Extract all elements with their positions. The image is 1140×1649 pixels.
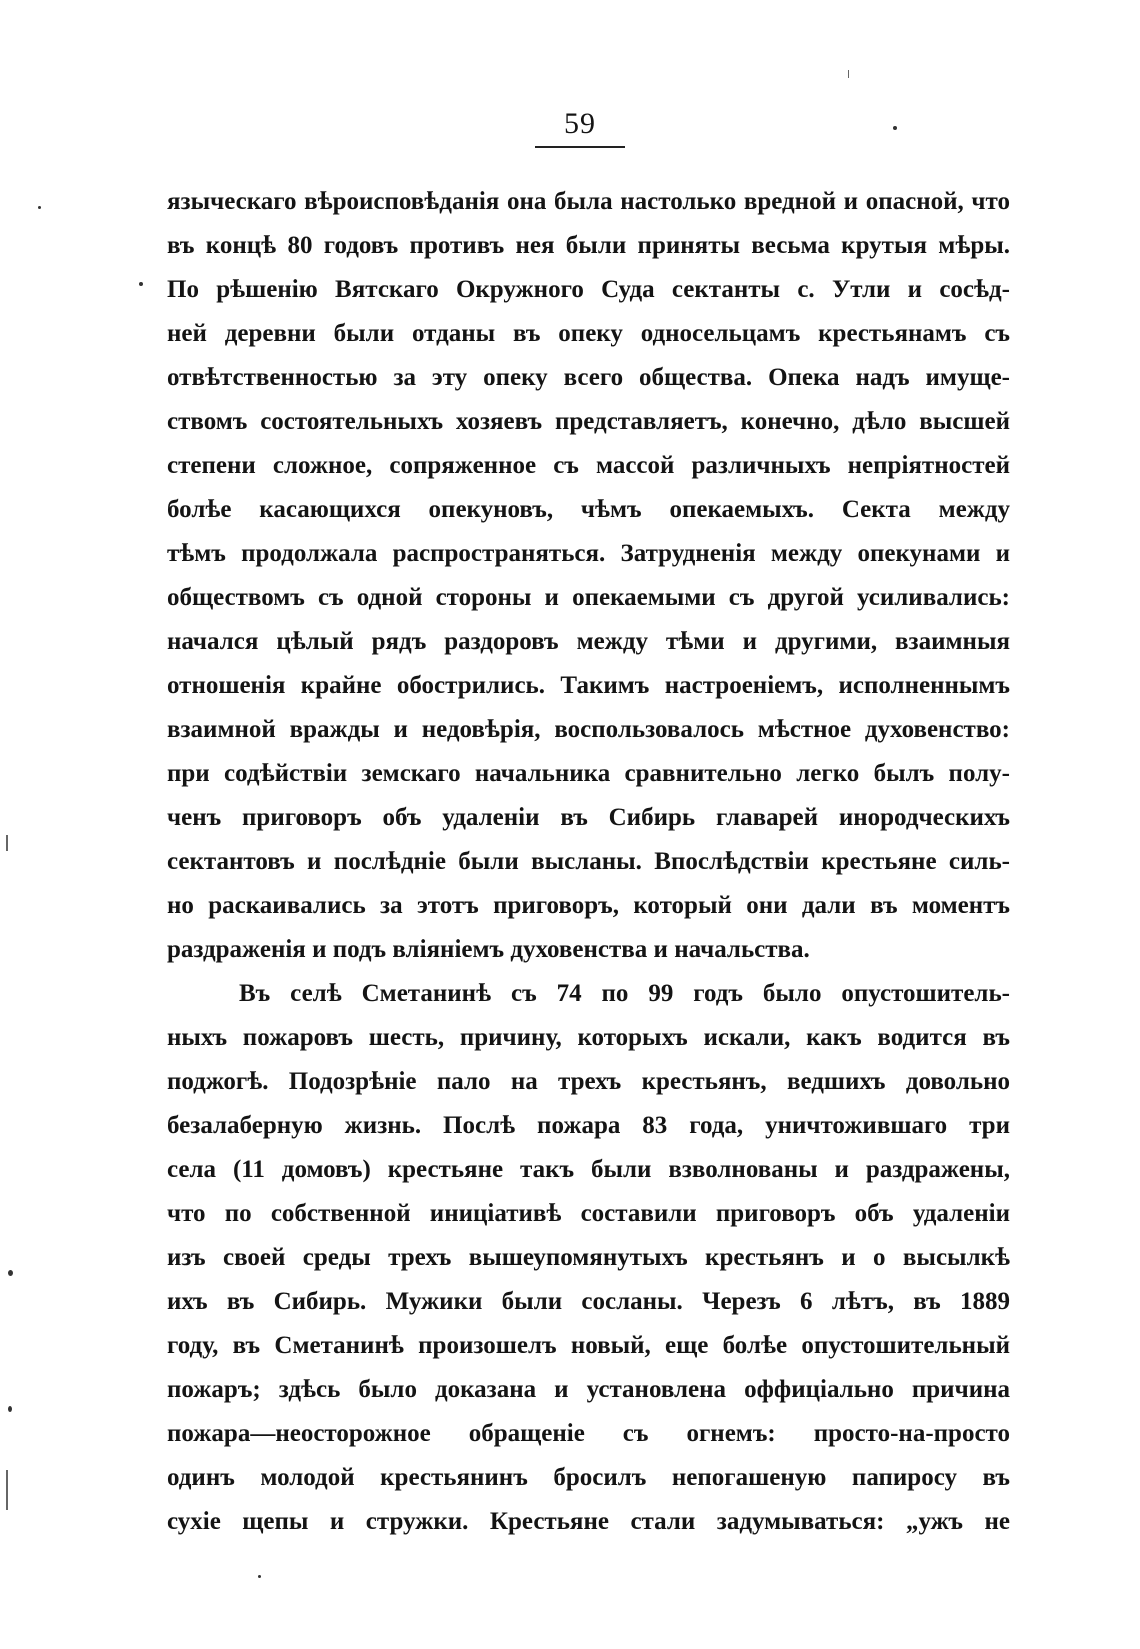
text-line: болѣе касающихся опекуновъ, чѣмъ опекаемыхъ. Секта между [167, 496, 1010, 523]
text-line: ихъ въ Сибирь. Мужики были сосланы. Черезъ 6 лѣтъ, въ 1889 [167, 1288, 1010, 1315]
paragraph-2 [167, 972, 1010, 1544]
text-line: пожара—неосторожное обращеніе съ огнемъ: просто-на-просто [167, 1420, 1010, 1447]
text-line: степени сложное, сопряженное съ массой различныхъ непріятностей [167, 452, 1010, 479]
text-line: но раскаивались за этотъ приговоръ, который они дали въ моментъ [167, 892, 1010, 919]
page-number: 59 [564, 107, 596, 140]
scan-speck [8, 1406, 12, 1412]
text-line: поджогѣ. Подозрѣніе пало на трехъ крестьянъ, ведшихъ довольно [167, 1068, 1010, 1095]
text-line: въ концѣ 80 годовъ противъ нея были приняты весьма крутыя мѣры. [167, 232, 1010, 259]
paragraph-1 [167, 180, 1010, 972]
page-number-rule [535, 146, 625, 148]
text-line: что по собственной иниціативѣ составили приговоръ объ удаленіи [167, 1200, 1010, 1227]
text-line: села (11 домовъ) крестьяне такъ были взволнованы и раздражены, [167, 1156, 1010, 1183]
text-line: ныхъ пожаровъ шесть, причину, которыхъ искали, какъ водится въ [167, 1024, 1010, 1051]
scan-speck [139, 282, 143, 286]
text-line: По рѣшенію Вятскаго Окружного Суда сектанты с. Утли и сосѣд- [167, 276, 1010, 303]
text-line: начался цѣлый рядъ раздоровъ между тѣми и другими, взаимныя [167, 628, 1010, 655]
scan-speck [38, 206, 41, 209]
scan-edge-mark [6, 835, 8, 851]
text-line: ченъ приговоръ объ удаленіи въ Сибирь главарей инородческихъ [167, 804, 1010, 831]
text-line: раздраженія и подъ вліяніемъ духовенства и начальства. [167, 936, 810, 963]
scan-speck [258, 1575, 261, 1578]
text-line: ней деревни были отданы въ опеку односельцамъ крестьянамъ съ [167, 320, 1010, 347]
text-line: языческаго вѣроисповѣданія она была настолько вредной и опасной, что [167, 188, 1010, 215]
text-line: тѣмъ продолжала распространяться. Затрудненія между опекунами и [167, 540, 1010, 567]
text-line: ствомъ состоятельныхъ хозяевъ представляетъ, конечно, дѣло высшей [167, 408, 1010, 435]
text-line: взаимной вражды и недовѣрія, воспользовалось мѣстное духовенство: [167, 716, 1010, 743]
scan-speck [8, 1270, 13, 1276]
scan-edge-mark [848, 70, 849, 78]
scan-edge-mark [6, 1470, 8, 1510]
text-line: пожаръ; здѣсь было доказана и установлена оффиціально причина [167, 1376, 1010, 1403]
text-line: одинъ молодой крестьянинъ бросилъ непогашеную папиросу въ [167, 1464, 1010, 1491]
text-line: Въ селѣ Сметанинѣ съ 74 по 99 годъ было опустошитель- [239, 980, 1010, 1007]
text-line: сухіе щепы и стружки. Крестьяне стали задумываться: „ужъ не [167, 1508, 1010, 1535]
text-line: безалаберную жизнь. Послѣ пожара 83 года, уничтожившаго три [167, 1112, 1010, 1139]
text-line: при содѣйствіи земскаго начальника сравнительно легко былъ полу- [167, 760, 1010, 787]
text-line: отношенія крайне обострились. Такимъ настроеніемъ, исполненнымъ [167, 672, 1010, 699]
scan-speck [893, 126, 897, 130]
text-line: сектантовъ и послѣдніе были высланы. Впослѣдствіи крестьяне силь- [167, 848, 1010, 875]
text-line: изъ своей среды трехъ вышеупомянутыхъ крестьянъ и о высылкѣ [167, 1244, 1010, 1271]
body-text [167, 180, 1010, 1544]
text-line: году, въ Сметанинѣ произошелъ новый, еще болѣе опустошительный [167, 1332, 1010, 1359]
text-line: обществомъ съ одной стороны и опекаемыми съ другой усиливались: [167, 584, 1010, 611]
text-line: отвѣтственностью за эту опеку всего общества. Опека надъ имуще- [167, 364, 1010, 391]
